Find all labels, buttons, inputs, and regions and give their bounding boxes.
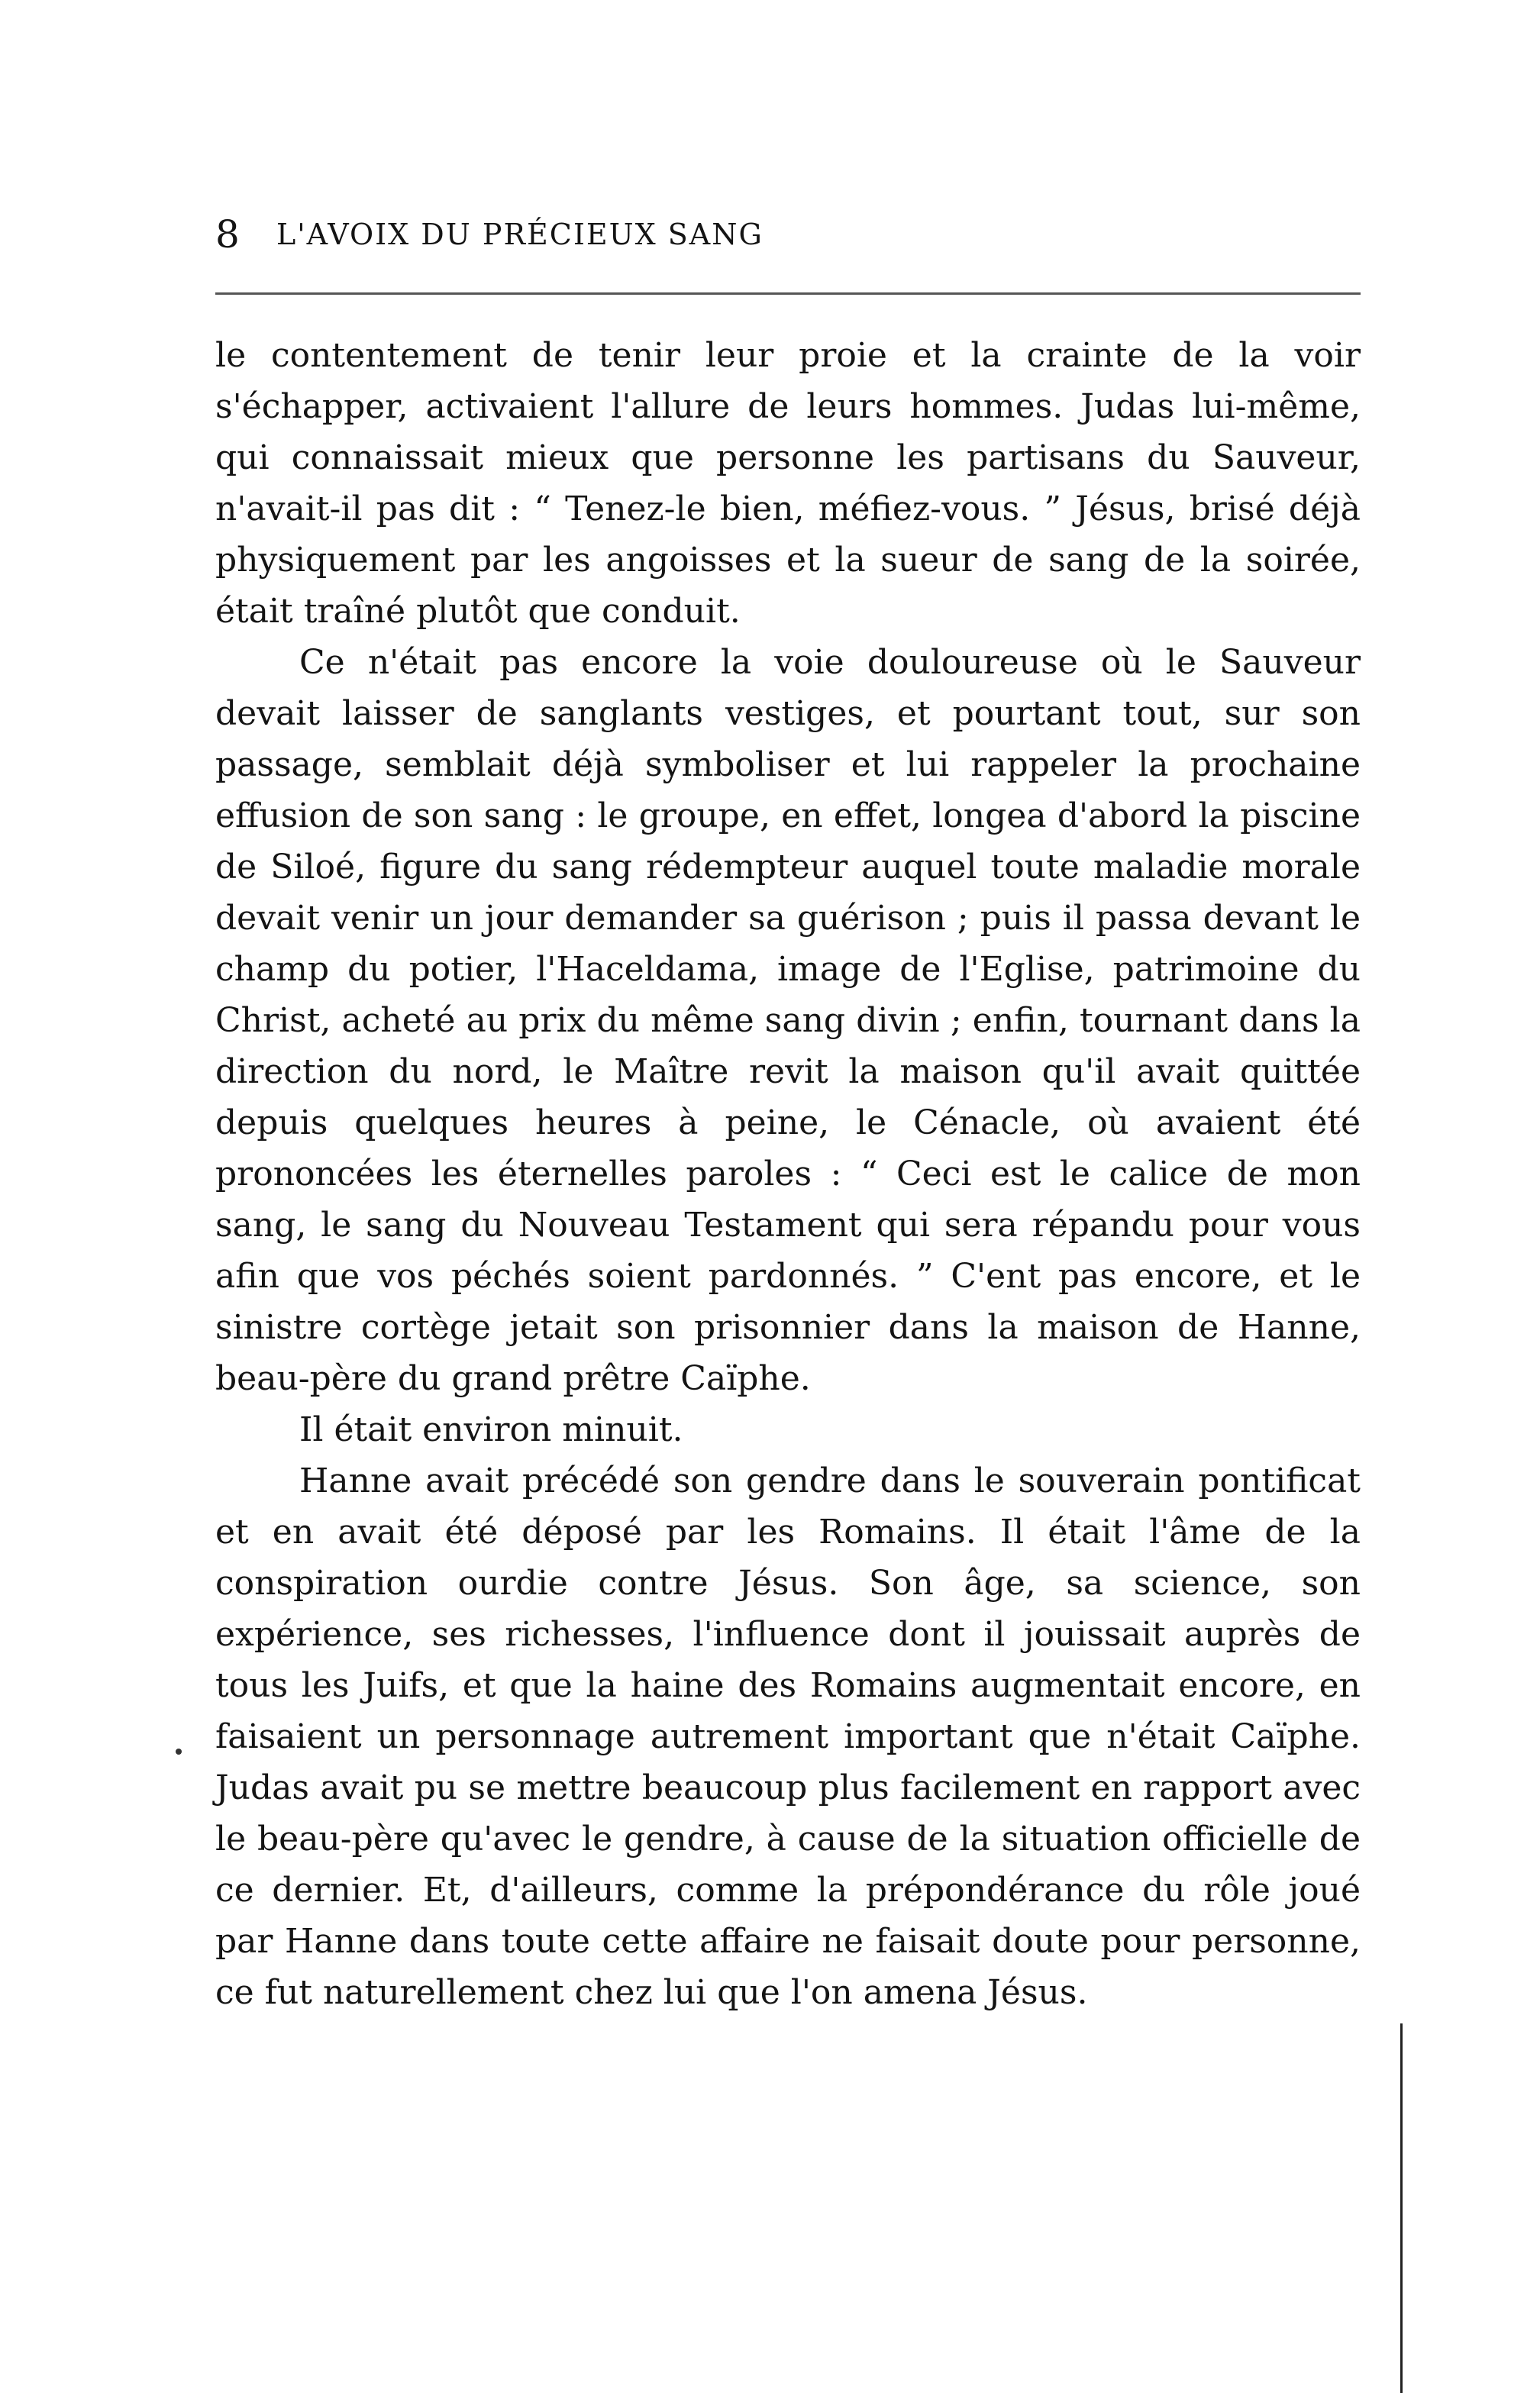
page-number: 8 [215,212,240,257]
paragraph-3: Il était environ minuit. [299,1410,683,1449]
header-rule [215,292,1361,295]
running-title: L'AVOIX DU PRÉCIEUX SANG [276,218,764,251]
margin-mark [176,1749,182,1755]
paragraph-4: Hanne avait précédé son gendre dans le souverain pontificat et en avait été déposé par les Romains. Il était l'âme de la conspiration ourdie contre Jésus. Son âge, sa science, son expérience, ses richesses, l'influence dont il jouissait auprès de tous les Juifs, et que la haine des Romains augmentait encore, en faisaient un personnage autrement important que n'était Caïphe. Judas avait pu se mettre beaucoup plus facilement en rapport avec le beau-père qu'avec le gendre, à cause de la situation officielle de ce dernier. Et, d'ailleurs, comme la prépondérance du rôle joué par Hanne dans toute cette affaire ne faisait doute pour personne, ce fut naturellement chez lui que l'on amena Jésus. [215,1461,1361,2012]
running-head [215,208,1361,261]
body-text [215,330,1361,2018]
paragraph-2: Ce n'était pas encore la voie douloureuse où le Sauveur devait laisser de sanglants vestiges, et pourtant tout, sur son passage, semblait déjà symboliser et lui rappeler la prochaine effusion de son sang : le groupe, en effet, longea d'abord la piscine de Siloé, figure du sang rédempteur auquel toute maladie morale devait venir un jour demander sa guérison ; puis il passa devant le champ du potier, l'Haceldama, image de l'Eglise, patrimoine du Christ, acheté au prix du même sang divin ; enfin, tournant dans la direction du nord, le Maître revit la maison qu'il avait quittée depuis quelques heures à peine, le Cénacle, où avaient été prononcées les éternelles paroles : “ Ceci est le calice de mon sang, le sang du Nouveau Testament qui sera répandu pour vous afin que vos péchés soient pardonnés. ” C'ent pas encore, et le sinistre cortège jetait son prisonnier dans la maison de Hanne, beau-père du grand prêtre Caïphe. [215,643,1361,1398]
paragraph-1: le contentement de tenir leur proie et la crainte de la voir s'échapper, activaient l'allure de leurs hommes. Judas lui-même, qui connaissait mieux que personne les partisans du Sauveur, n'avait-il pas dit : “ Tenez-le bien, méfiez-vous. ” Jésus, brisé déjà physiquement par les angoisses et la sueur de sang de la soirée, était traîné plutôt que conduit. [215,336,1361,631]
margin-line [1400,2023,1403,2393]
